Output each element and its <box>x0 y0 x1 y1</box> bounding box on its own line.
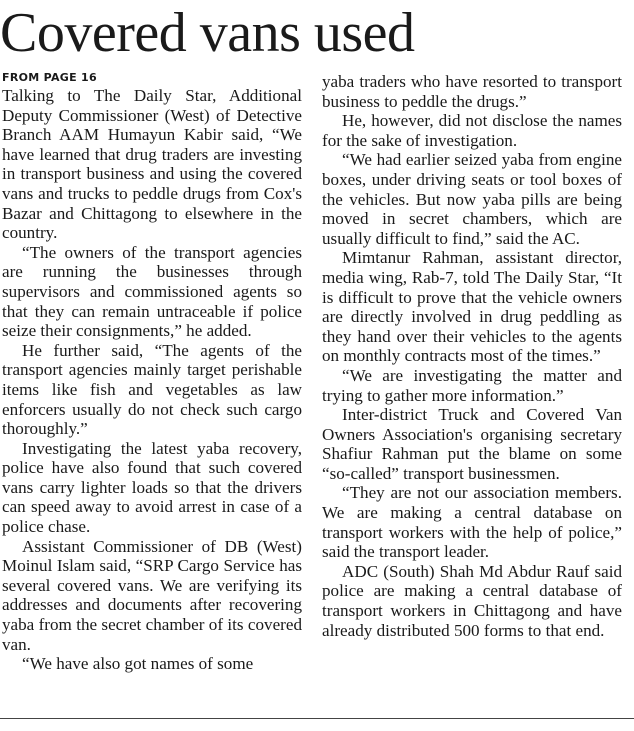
paragraph: Mimtanur Rahman, assistant director, media wing, Rab-7, told The Daily Star, “It is difficult to prove that the vehicle owners are directly involved in drug peddling as they hand over their vehicles to the agents on monthly contracts most of the times.” <box>322 248 622 366</box>
paragraph: “They are not our association members. We are making a central database on transport workers with the help of police,” said the transport leader. <box>322 483 622 562</box>
paragraph: He, however, did not disclose the names for the sake of investigation. <box>322 111 622 150</box>
paragraph: yaba traders who have resorted to transport business to peddle the drugs.” <box>322 72 622 111</box>
paragraph: Investigating the latest yaba recovery, police have also found that such covered vans carry lighter loads so that the drivers can speed away to avoid arrest in case of a police chase. <box>2 438 302 537</box>
paragraph: “We are investigating the matter and trying to gather more information.” <box>322 365 622 405</box>
paragraph: He further said, “The agents of the transport agencies mainly target perishable items like fish and vegetables as law enforcers usually do not check such cargo thoroughly.” <box>2 340 302 439</box>
paragraph: “The owners of the transport agencies are running the businesses through supervisors and commissioned agents so that they can remain untraceable if police seize their consignments,” he added. <box>2 242 302 341</box>
paragraph: “We have also got names of some <box>22 654 254 674</box>
paragraph: ADC (South) Shah Md Abdur Rauf said police are making a central database of transport workers in Chittagong and have already distributed 500 forms to that end. <box>322 561 622 640</box>
continuation-kicker: FROM PAGE 16 <box>2 71 97 84</box>
article-column-right <box>322 72 622 640</box>
paragraph: Talking to The Daily Star, Additional Deputy Commissioner (West) of Detective Branch AAM Humayun Kabir said, “We have learned that drug traders are investing in transport business and using the covered vans and trucks to peddle drugs from Cox's Bazar and Chittagong to elsewhere in the country. <box>2 86 302 243</box>
bottom-rule <box>0 718 634 719</box>
paragraph: “We had earlier seized yaba from engine boxes, under driving seats or tool boxes of the vehicles. But now yaba pills are being moved in secret chambers, which are usually difficult to find,” said the AC. <box>322 150 622 248</box>
paragraph: Assistant Commissioner of DB (West) Moinul Islam said, “SRP Cargo Service has several covered vans. We are verifying its addresses and documents after recovering yaba from the secret chamber of its covered van. <box>2 536 302 654</box>
article-column-left <box>2 70 302 674</box>
headline: Covered vans used <box>0 2 415 64</box>
paragraph: Inter-district Truck and Covered Van Owners Association's organising secretary Shafiur Rahman put the blame on some “so-called” transport businessmen. <box>322 405 622 483</box>
